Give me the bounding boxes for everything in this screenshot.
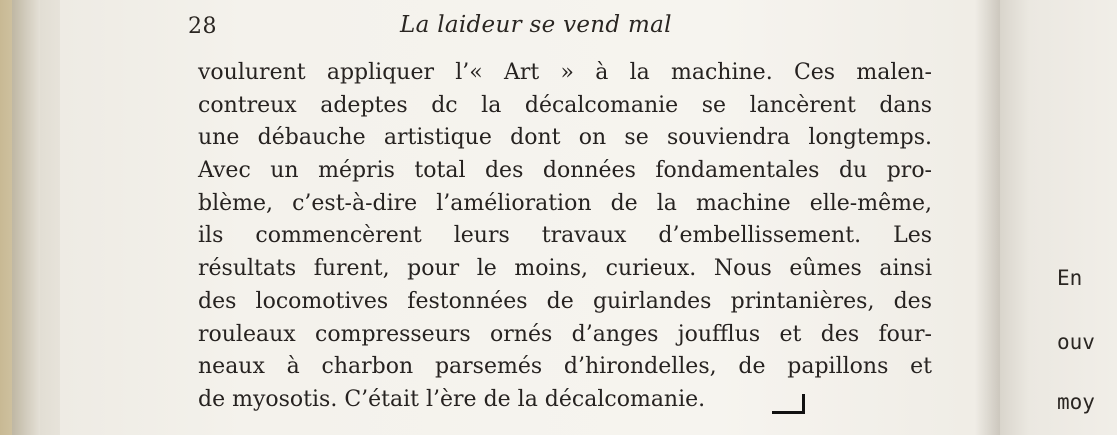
- right-book-page: [1000, 0, 1117, 435]
- page-stack-edge: [12, 0, 42, 435]
- page-number: 28: [188, 14, 217, 39]
- text-line: neaux à charbon parsemés d’hirondelles, de papillons et: [198, 354, 932, 380]
- text-line: résultats furent, pour le moins, curieux. Nous eûmes ainsi: [198, 256, 932, 282]
- text-line: blème, c’est-à-dire l’amélioration de la machine elle-même,: [198, 190, 932, 216]
- right-page-word: En: [1057, 266, 1083, 290]
- text-line: Avec un mépris total des données fondamentales du pro-: [198, 158, 932, 184]
- right-page-word: moy: [1057, 390, 1095, 414]
- text-line: de myosotis. C’était l’ère de la décalcomanie.: [198, 386, 706, 412]
- body-paragraph: [198, 57, 932, 417]
- text-line: ils commencèrent leurs travaux d’embellissement. Les: [198, 223, 932, 249]
- running-title: La laideur se vend mal: [400, 12, 672, 38]
- text-line: rouleaux compresseurs ornés d’anges joufflus et des four-: [198, 321, 932, 347]
- text-line: voulurent appliquer l’« Art » à la machine. Ces malen-: [198, 60, 932, 85]
- right-page-word: ouv: [1057, 330, 1095, 354]
- corner-bracket-mark: [772, 394, 805, 414]
- text-line: contreux adeptes dc la décalcomanie se lancèrent dans: [198, 92, 932, 118]
- text-line: des locomotives festonnées de guirlandes printanières, des: [198, 288, 932, 314]
- text-line: une débauche artistique dont on se souviendra longtemps.: [198, 125, 932, 151]
